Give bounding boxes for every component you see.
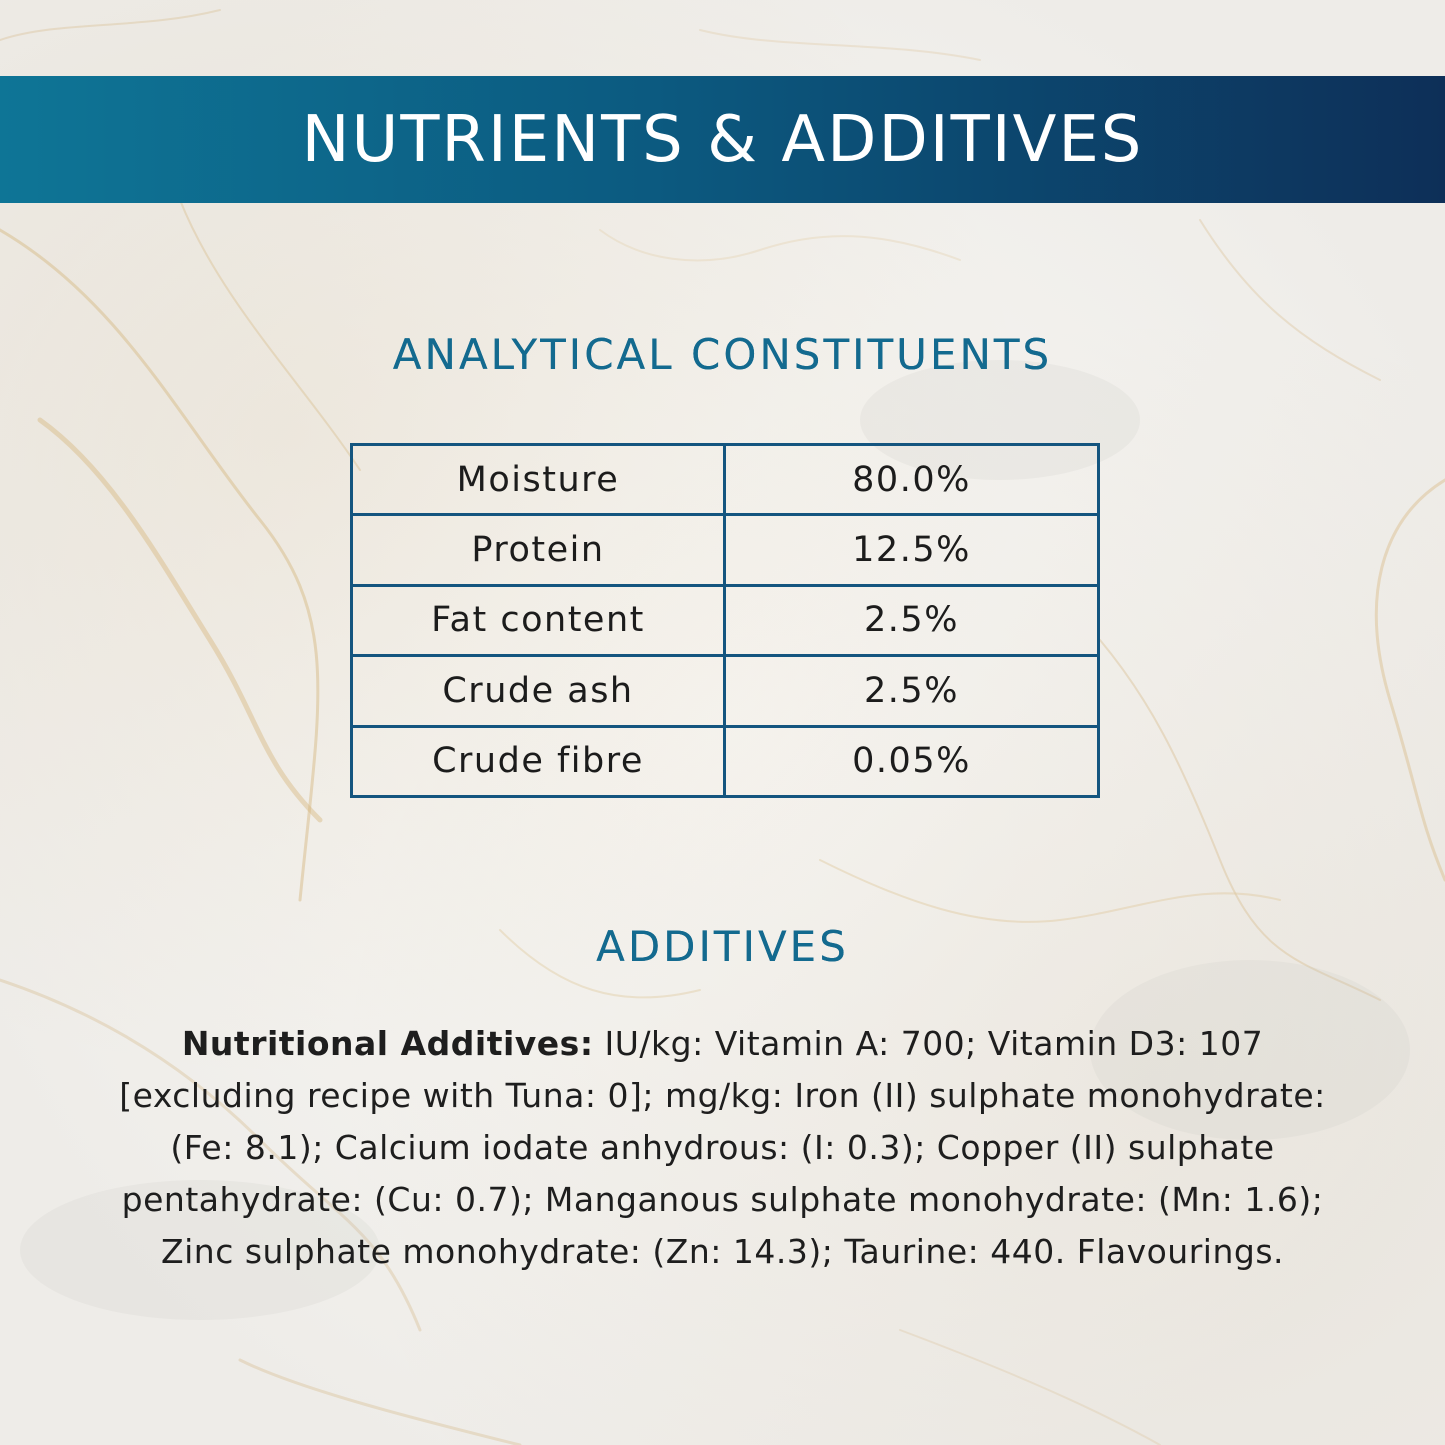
analytical-constituents-table — [350, 443, 1091, 798]
constituent-name: Crude ash — [352, 656, 725, 726]
page-title: NUTRIENTS & ADDITIVES — [301, 102, 1144, 177]
table-row — [352, 515, 1099, 585]
title-banner — [0, 76, 1445, 203]
constituents-table — [350, 443, 1100, 798]
constituent-value: 2.5% — [725, 656, 1099, 726]
constituent-value: 0.05% — [725, 726, 1099, 796]
constituent-name: Fat content — [352, 585, 725, 655]
table-row — [352, 585, 1099, 655]
constituent-name: Protein — [352, 515, 725, 585]
additives-text: IU/kg: Vitamin A: 700; Vitamin D3: 107 [excluding recipe with Tuna: 0]; mg/kg: Iron (II) sulphate monohydrate: (Fe: 8.1); Calcium iodate anhydrous: (I: 0.3); Copper (II) sulphate pentahydrate: (Cu: 0.7); Manganous sulphate monohydrate: (Mn: 1.6); Zinc sulphate monohydrate: (Zn: 14.3); Taurine: 440. Flavourings. — [119, 1024, 1326, 1271]
additives-heading: ADDITIVES — [0, 922, 1445, 971]
additives-label: Nutritional Additives: — [181, 1024, 594, 1063]
table-row — [352, 726, 1099, 796]
constituent-name: Moisture — [352, 445, 725, 515]
constituent-value: 80.0% — [725, 445, 1099, 515]
constituent-name: Crude fibre — [352, 726, 725, 796]
table-row — [352, 445, 1099, 515]
constituent-value: 12.5% — [725, 515, 1099, 585]
analytical-constituents-heading: ANALYTICAL CONSTITUENTS — [0, 330, 1445, 379]
additives-paragraph — [100, 1018, 1345, 1278]
table-row — [352, 656, 1099, 726]
constituent-value: 2.5% — [725, 585, 1099, 655]
